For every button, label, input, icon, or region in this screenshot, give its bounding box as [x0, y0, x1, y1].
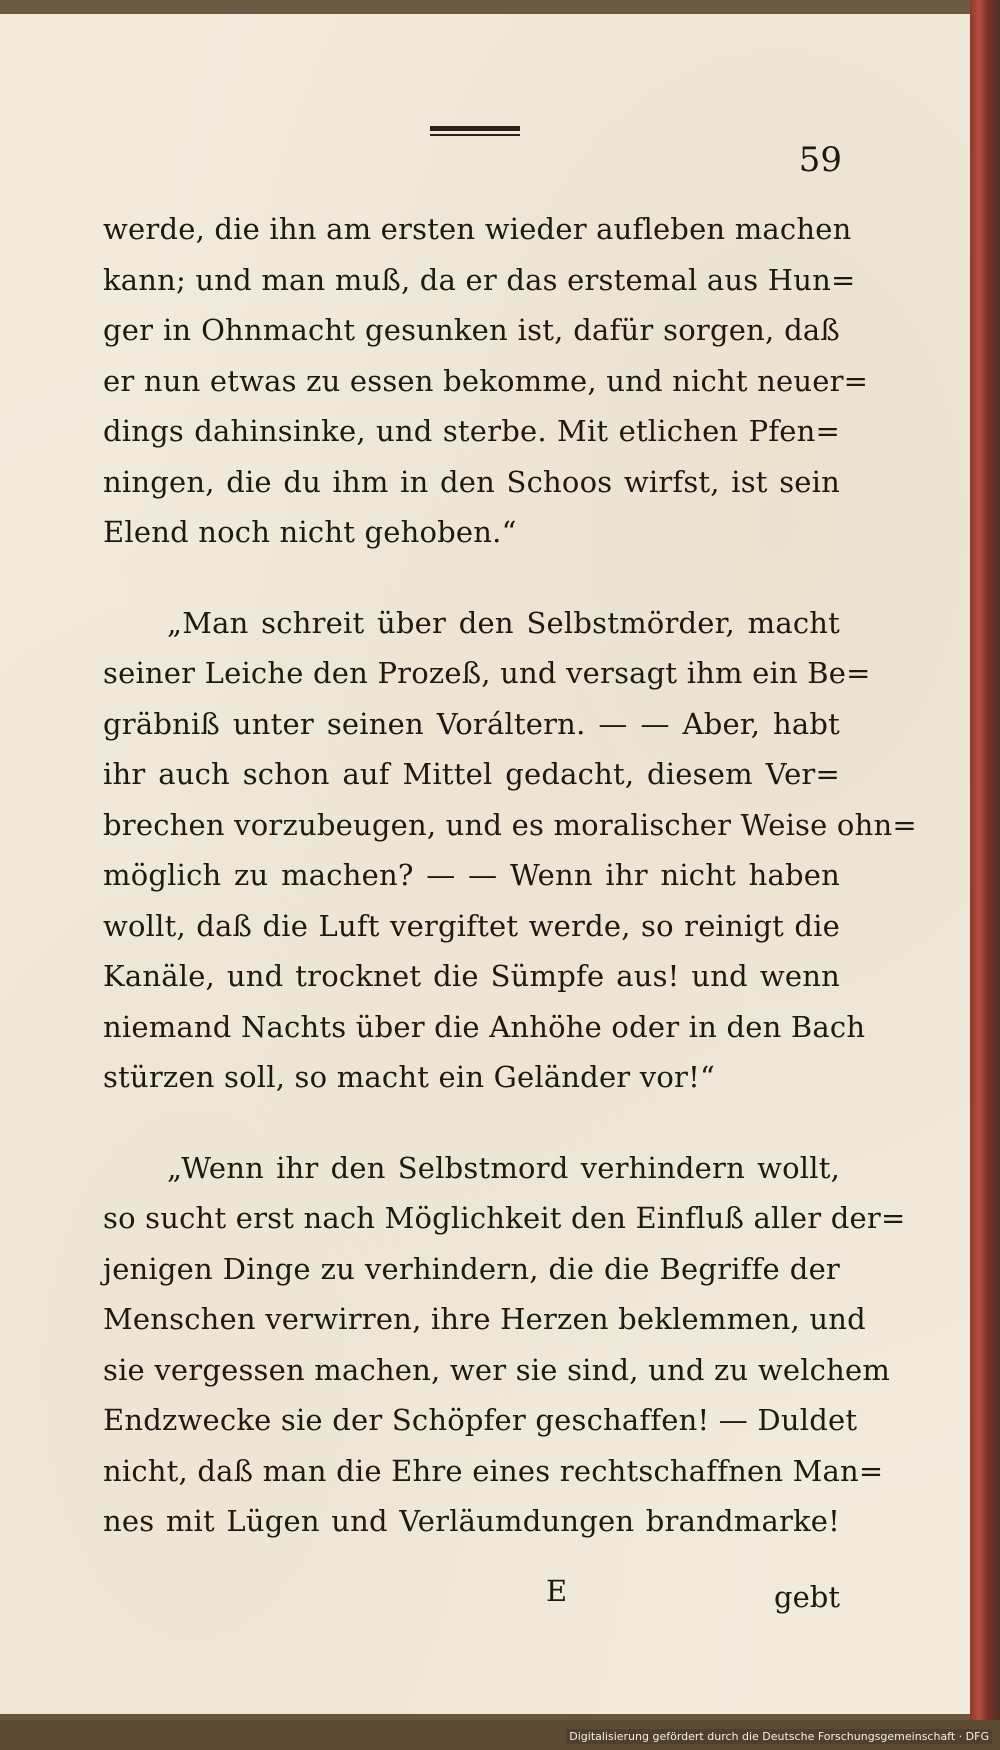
- header-rule: [430, 126, 520, 138]
- book-page: [0, 14, 975, 1714]
- text-line: „Wenn ihr den Selbstmord verhindern wollt,: [167, 1150, 840, 1185]
- signature-mark: E: [546, 1574, 568, 1608]
- text-line: seiner Leiche den Prozeß, und versagt ihm ein Be=: [103, 656, 871, 690]
- text-line: niemand Nachts über die Anhöhe oder in den Bach: [103, 1009, 866, 1044]
- text-line: brechen vorzubeugen, und es moralischer Weise ohn=: [103, 807, 917, 842]
- body-text: [103, 204, 917, 1547]
- text-line: ihr auch schon auf Mittel gedacht, diesem Ver=: [103, 757, 840, 791]
- text-line: Menschen verwirren, ihre Herzen beklemmen, und: [103, 1302, 866, 1336]
- catchword: gebt: [774, 1580, 840, 1614]
- text-line: Endzwecke sie der Schöpfer geschaffen! — Duldet: [103, 1403, 858, 1437]
- text-line: er nun etwas zu essen bekomme, und nicht neuer=: [103, 363, 869, 398]
- text-line: dings dahinsinke, und sterbe. Mit etlichen Pfen=: [103, 414, 840, 448]
- text-line: möglich zu machen? — — Wenn ihr nicht haben: [103, 858, 840, 892]
- text-line: gräbniß unter seinen Voráltern. — — Aber, habt: [103, 706, 840, 741]
- text-line: sie vergessen machen, wer sie sind, und zu welchem: [103, 1352, 891, 1387]
- text-line: jenigen Dinge zu verhindern, die die Begriffe der: [103, 1251, 840, 1286]
- page-footer: [103, 1574, 840, 1614]
- digitization-credit: Digitalisierung gefördert durch die Deutsche Forschungsgemeinschaft · DFG: [566, 1729, 992, 1744]
- text-line: ger in Ohnmacht gesunken ist, dafür sorgen, daß: [103, 313, 840, 347]
- paragraph: [103, 1143, 906, 1547]
- book-fore-edge: [970, 0, 1000, 1750]
- text-line: so sucht erst nach Möglichkeit den Einfluß aller der=: [103, 1201, 906, 1235]
- text-line: kann; und man muß, da er das erstemal aus Hun=: [103, 262, 856, 297]
- paragraph: [103, 598, 917, 1103]
- text-line: wollt, daß die Luft vergiftet werde, so reinigt die: [103, 908, 840, 943]
- text-line: ningen, die du ihm in den Schoos wirfst, ist sein: [103, 464, 840, 499]
- text-line: Elend noch nicht gehoben.“: [103, 515, 517, 549]
- text-line: Kanäle, und trocknet die Sümpfe aus! und wenn: [103, 959, 840, 993]
- text-line: stürzen soll, so macht ein Geländer vor!“: [103, 1060, 715, 1094]
- paragraph: [103, 204, 869, 558]
- page-number: 59: [798, 140, 842, 180]
- text-line: werde, die ihn am ersten wieder aufleben machen: [103, 212, 852, 246]
- text-line: nes mit Lügen und Verläumdungen brandmarke!: [103, 1504, 840, 1538]
- text-line: nicht, daß man die Ehre eines rechtschaffnen Man=: [103, 1453, 884, 1488]
- text-line: „Man schreit über den Selbstmörder, macht: [167, 605, 840, 640]
